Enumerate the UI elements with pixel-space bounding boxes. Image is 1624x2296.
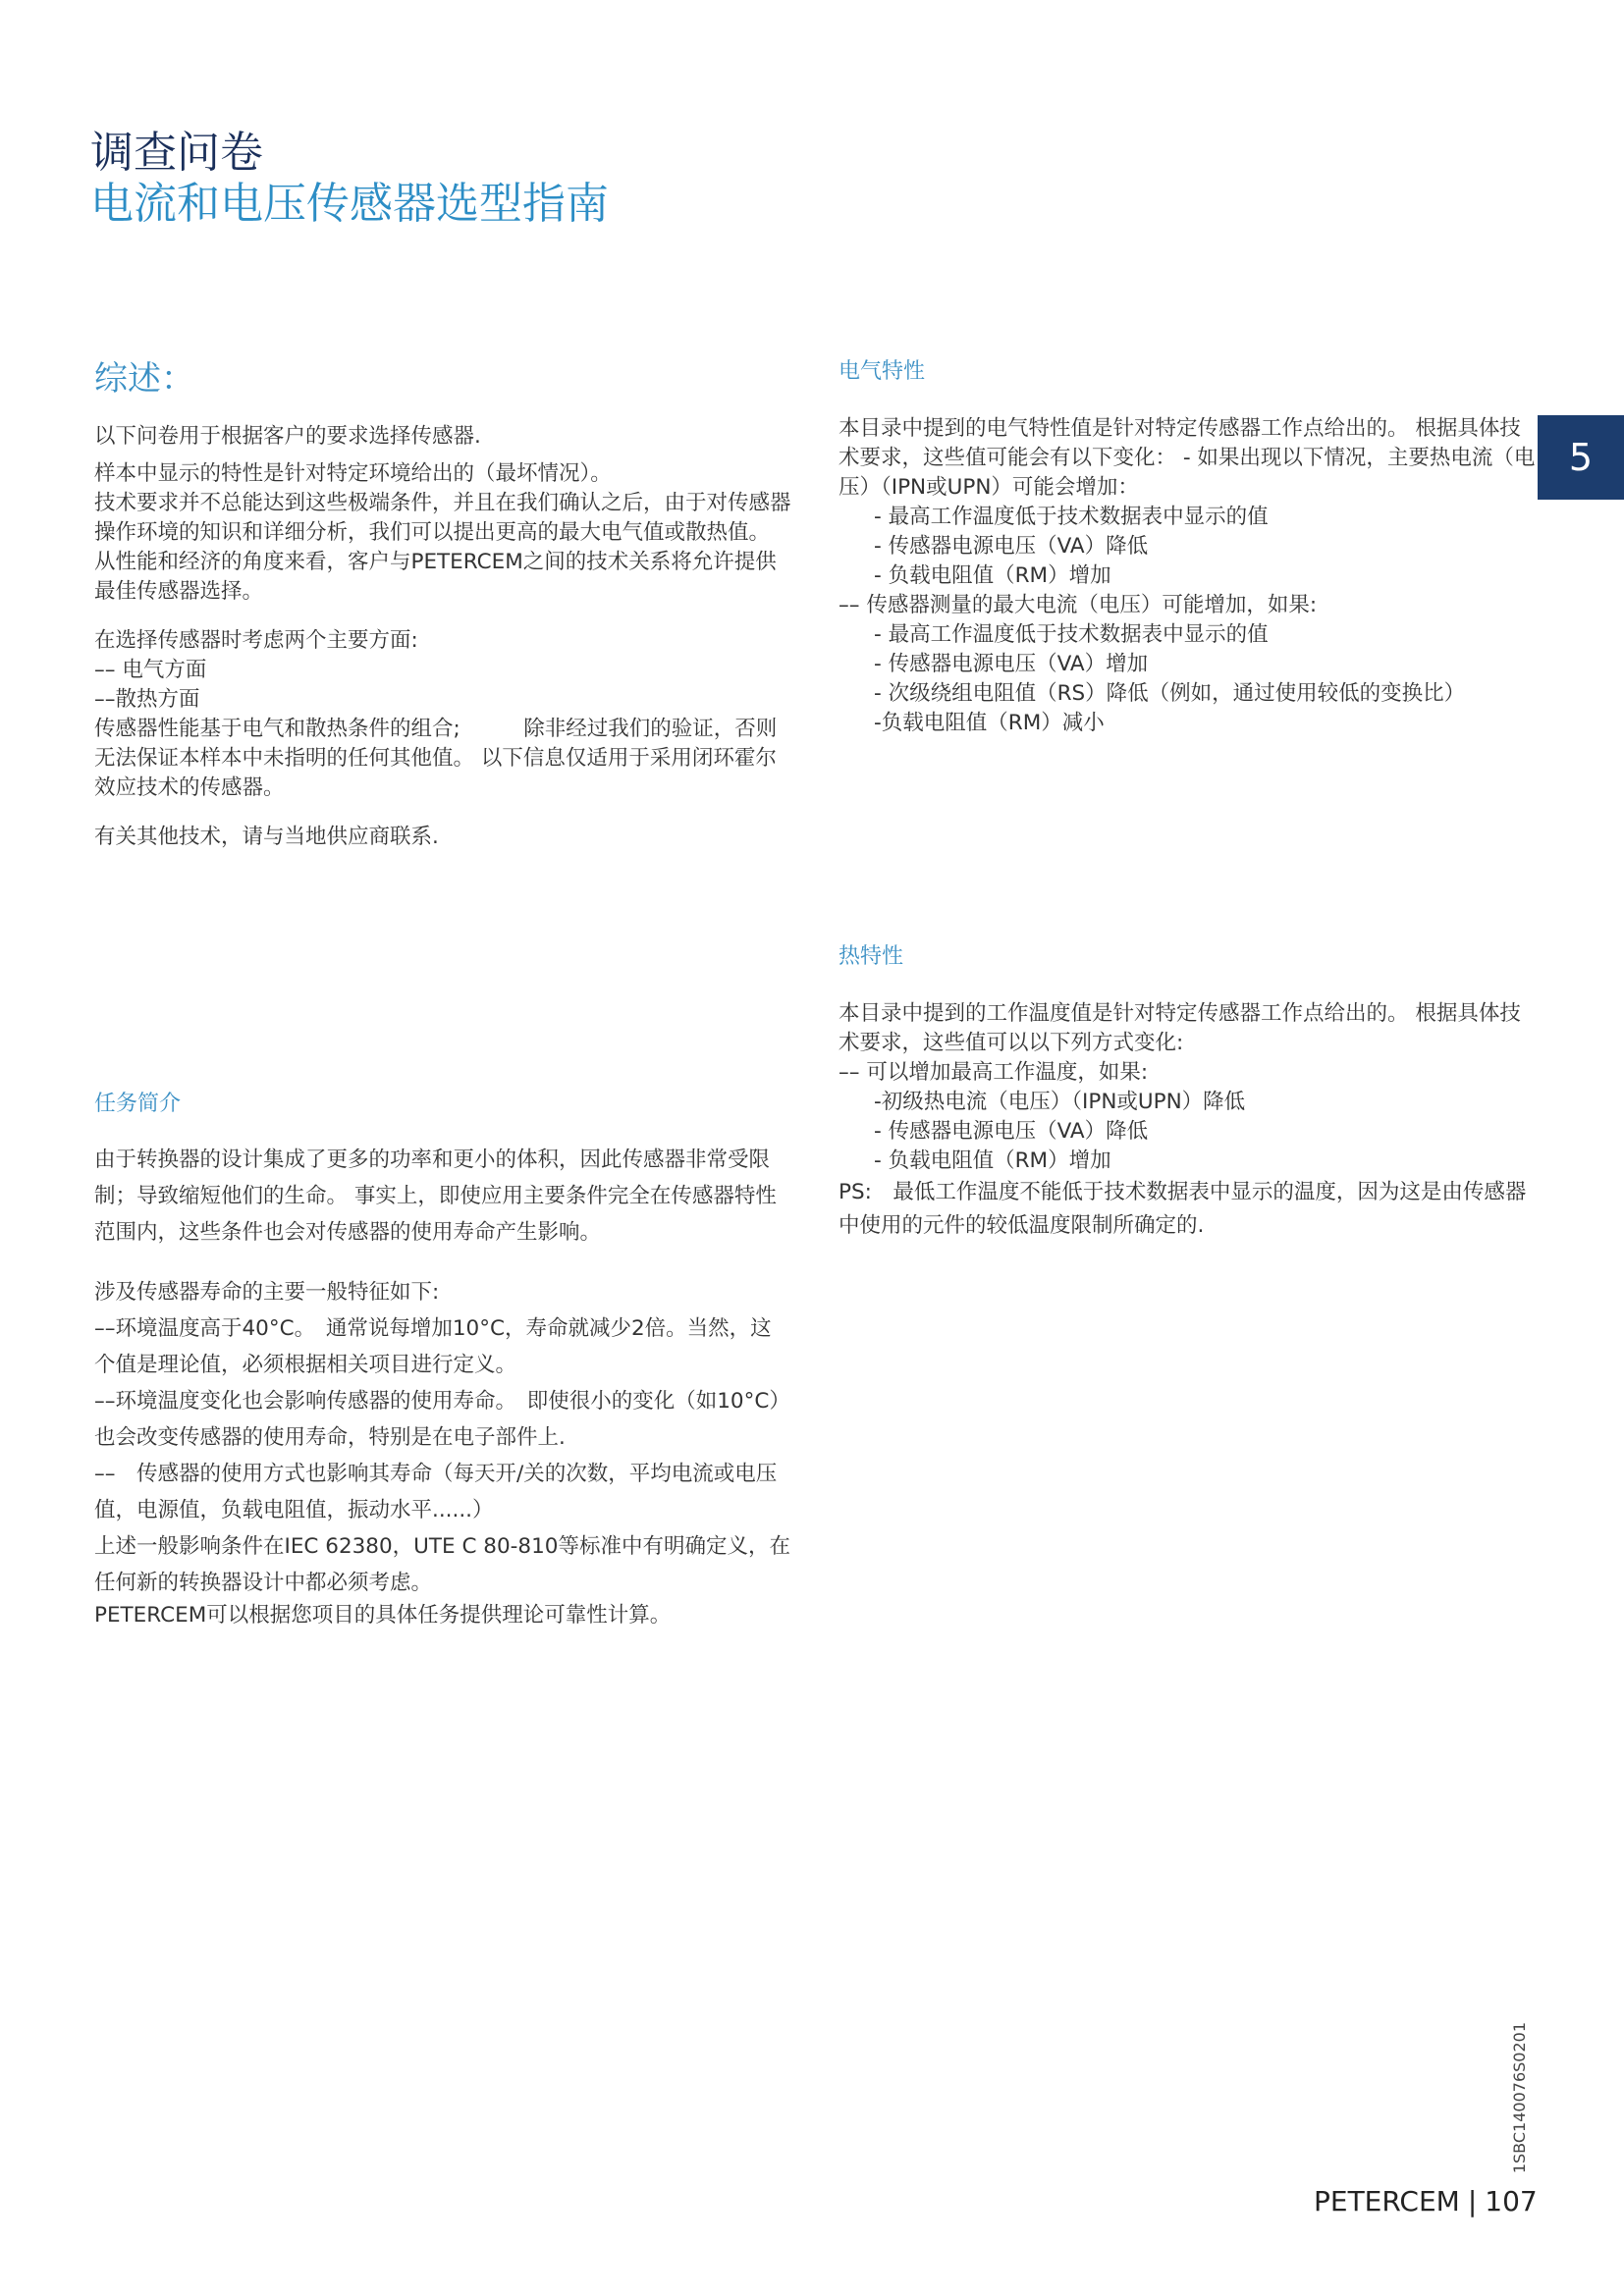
electrical-list-item: - 负载电阻值（RM）增加 [874,563,1111,588]
thermal-list-item: -初级热电流（电压）（IPN或UPN）降低 [874,1090,1246,1114]
thermal-subheading: –– 可以增加最高工作温度，如果: [839,1060,1149,1085]
electrical-list-item: - 最高工作温度低于技术数据表中显示的值 [874,505,1269,529]
document-code: 1SBC140076S0201 [1510,2022,1529,2174]
thermal-list-item: - 负载电阻值（RM）增加 [874,1148,1111,1173]
page-title: 调查问卷 [90,128,263,178]
thermal-list-item: - 传感器电源电压（VA）降低 [874,1119,1149,1144]
mission-paragraph: 上述一般影响条件在IEC 62380，UTE C 80-810等标准中有明确定义，在任何新的转换器设计中都必须考虑。 [94,1534,790,1595]
thermal-section [839,999,1536,1243]
footer-separator: | [1467,2185,1478,2217]
mission-paragraph: 由于转换器的设计集成了更多的功率和更小的体积，因此传感器非常受限制；导致缩短他们的生命。 事实上，即使应用主要条件完全在传感器特性范围内，这些条件也会对传感器的使用寿命产生影响。 [94,1148,777,1245]
page-subtitle: 电流和电压传感器选型指南 [90,179,609,229]
mission-list-item: –– 传感器的使用方式也影响其寿命（每天开/关的次数，平均电流或电压值，电源值，负载电阻值，振动水平......） [94,1462,778,1522]
thermal-paragraph: 本目录中提到的工作温度值是针对特定传感器工作点给出的。 根据具体技术要求，这些值可以以下列方式变化: [839,1001,1521,1055]
electrical-subheading: –– 传感器测量的最大电流（电压）可能增加，如果: [839,593,1318,617]
overview-section [94,422,791,852]
electrical-heading: 电气特性 [839,359,926,384]
electrical-list-item: - 最高工作温度低于技术数据表中显示的值 [874,622,1269,647]
overview-paragraph: 有关其他技术，请与当地供应商联系. [94,825,439,849]
overview-list-item: ––散热方面 [94,687,200,712]
mission-paragraph: PETERCEM可以根据您项目的具体任务提供理论可靠性计算。 [94,1603,672,1628]
electrical-list-item: - 次级绕组电阻值（RS）降低（例如，通过使用较低的变换比） [874,681,1466,706]
chapter-tab: 5 [1538,415,1624,500]
electrical-list-item: -负载电阻值（RM）减小 [874,711,1105,735]
overview-paragraph: 在选择传感器时考虑两个主要方面: [94,628,418,653]
overview-paragraph: 样本中显示的特性是针对特定环境给出的（最坏情况）。 [94,461,612,486]
thermal-note: PS: 最低工作温度不能低于技术数据表中显示的温度，因为这是由传感器中使用的元件的较低温度限制所确定的. [839,1180,1527,1238]
page-footer [1314,2185,1538,2217]
thermal-heading: 热特性 [839,944,904,969]
overview-paragraph: 以下问卷用于根据客户的要求选择传感器. [94,424,481,449]
mission-heading: 任务简介 [94,1092,182,1116]
overview-paragraph: 传感器性能基于电气和散热条件的组合; 除非经过我们的验证，否则无法保证本样本中未指明的任何其他值。 以下信息仅适用于采用闭环霍尔效应技术的传感器。 [94,717,778,800]
electrical-list-item: - 传感器电源电压（VA）降低 [874,534,1149,559]
mission-list-item: ––环境温度高于40°C。 通常说每增加10°C，寿命就减少2倍。当然，这个值是理论值，必须根据相关项目进行定义。 [94,1316,772,1377]
footer-brand: PETERCEM [1314,2185,1460,2217]
overview-list-item: –– 电气方面 [94,658,207,682]
mission-section [94,1142,791,1630]
electrical-list-item: - 传感器电源电压（VA）增加 [874,652,1149,676]
electrical-paragraph: 本目录中提到的电气特性值是针对特定传感器工作点给出的。 根据具体技术要求，这些值可能会有以下变化： - 如果出现以下情况，主要热电流（电压）（IPN或UPN）可能会增加： [839,416,1536,500]
overview-heading: 综述： [94,359,194,399]
overview-paragraph: 从性能和经济的角度来看，客户与PETERCEM之间的技术关系将允许提供最佳传感器选择。 [94,550,777,604]
page-number: 107 [1485,2185,1538,2217]
mission-paragraph: 涉及传感器寿命的主要一般特征如下: [94,1280,440,1305]
mission-list-item: ––环境温度变化也会影响传感器的使用寿命。 即使很小的变化（如10°C）也会改变传感器的使用寿命，特别是在电子部件上. [94,1389,790,1450]
overview-paragraph: 技术要求并不总能达到这些极端条件，并且在我们确认之后，由于对传感器操作环境的知识和详细分析，我们可以提出更高的最大电气值或散热值。 [94,491,791,545]
electrical-section [839,414,1536,738]
